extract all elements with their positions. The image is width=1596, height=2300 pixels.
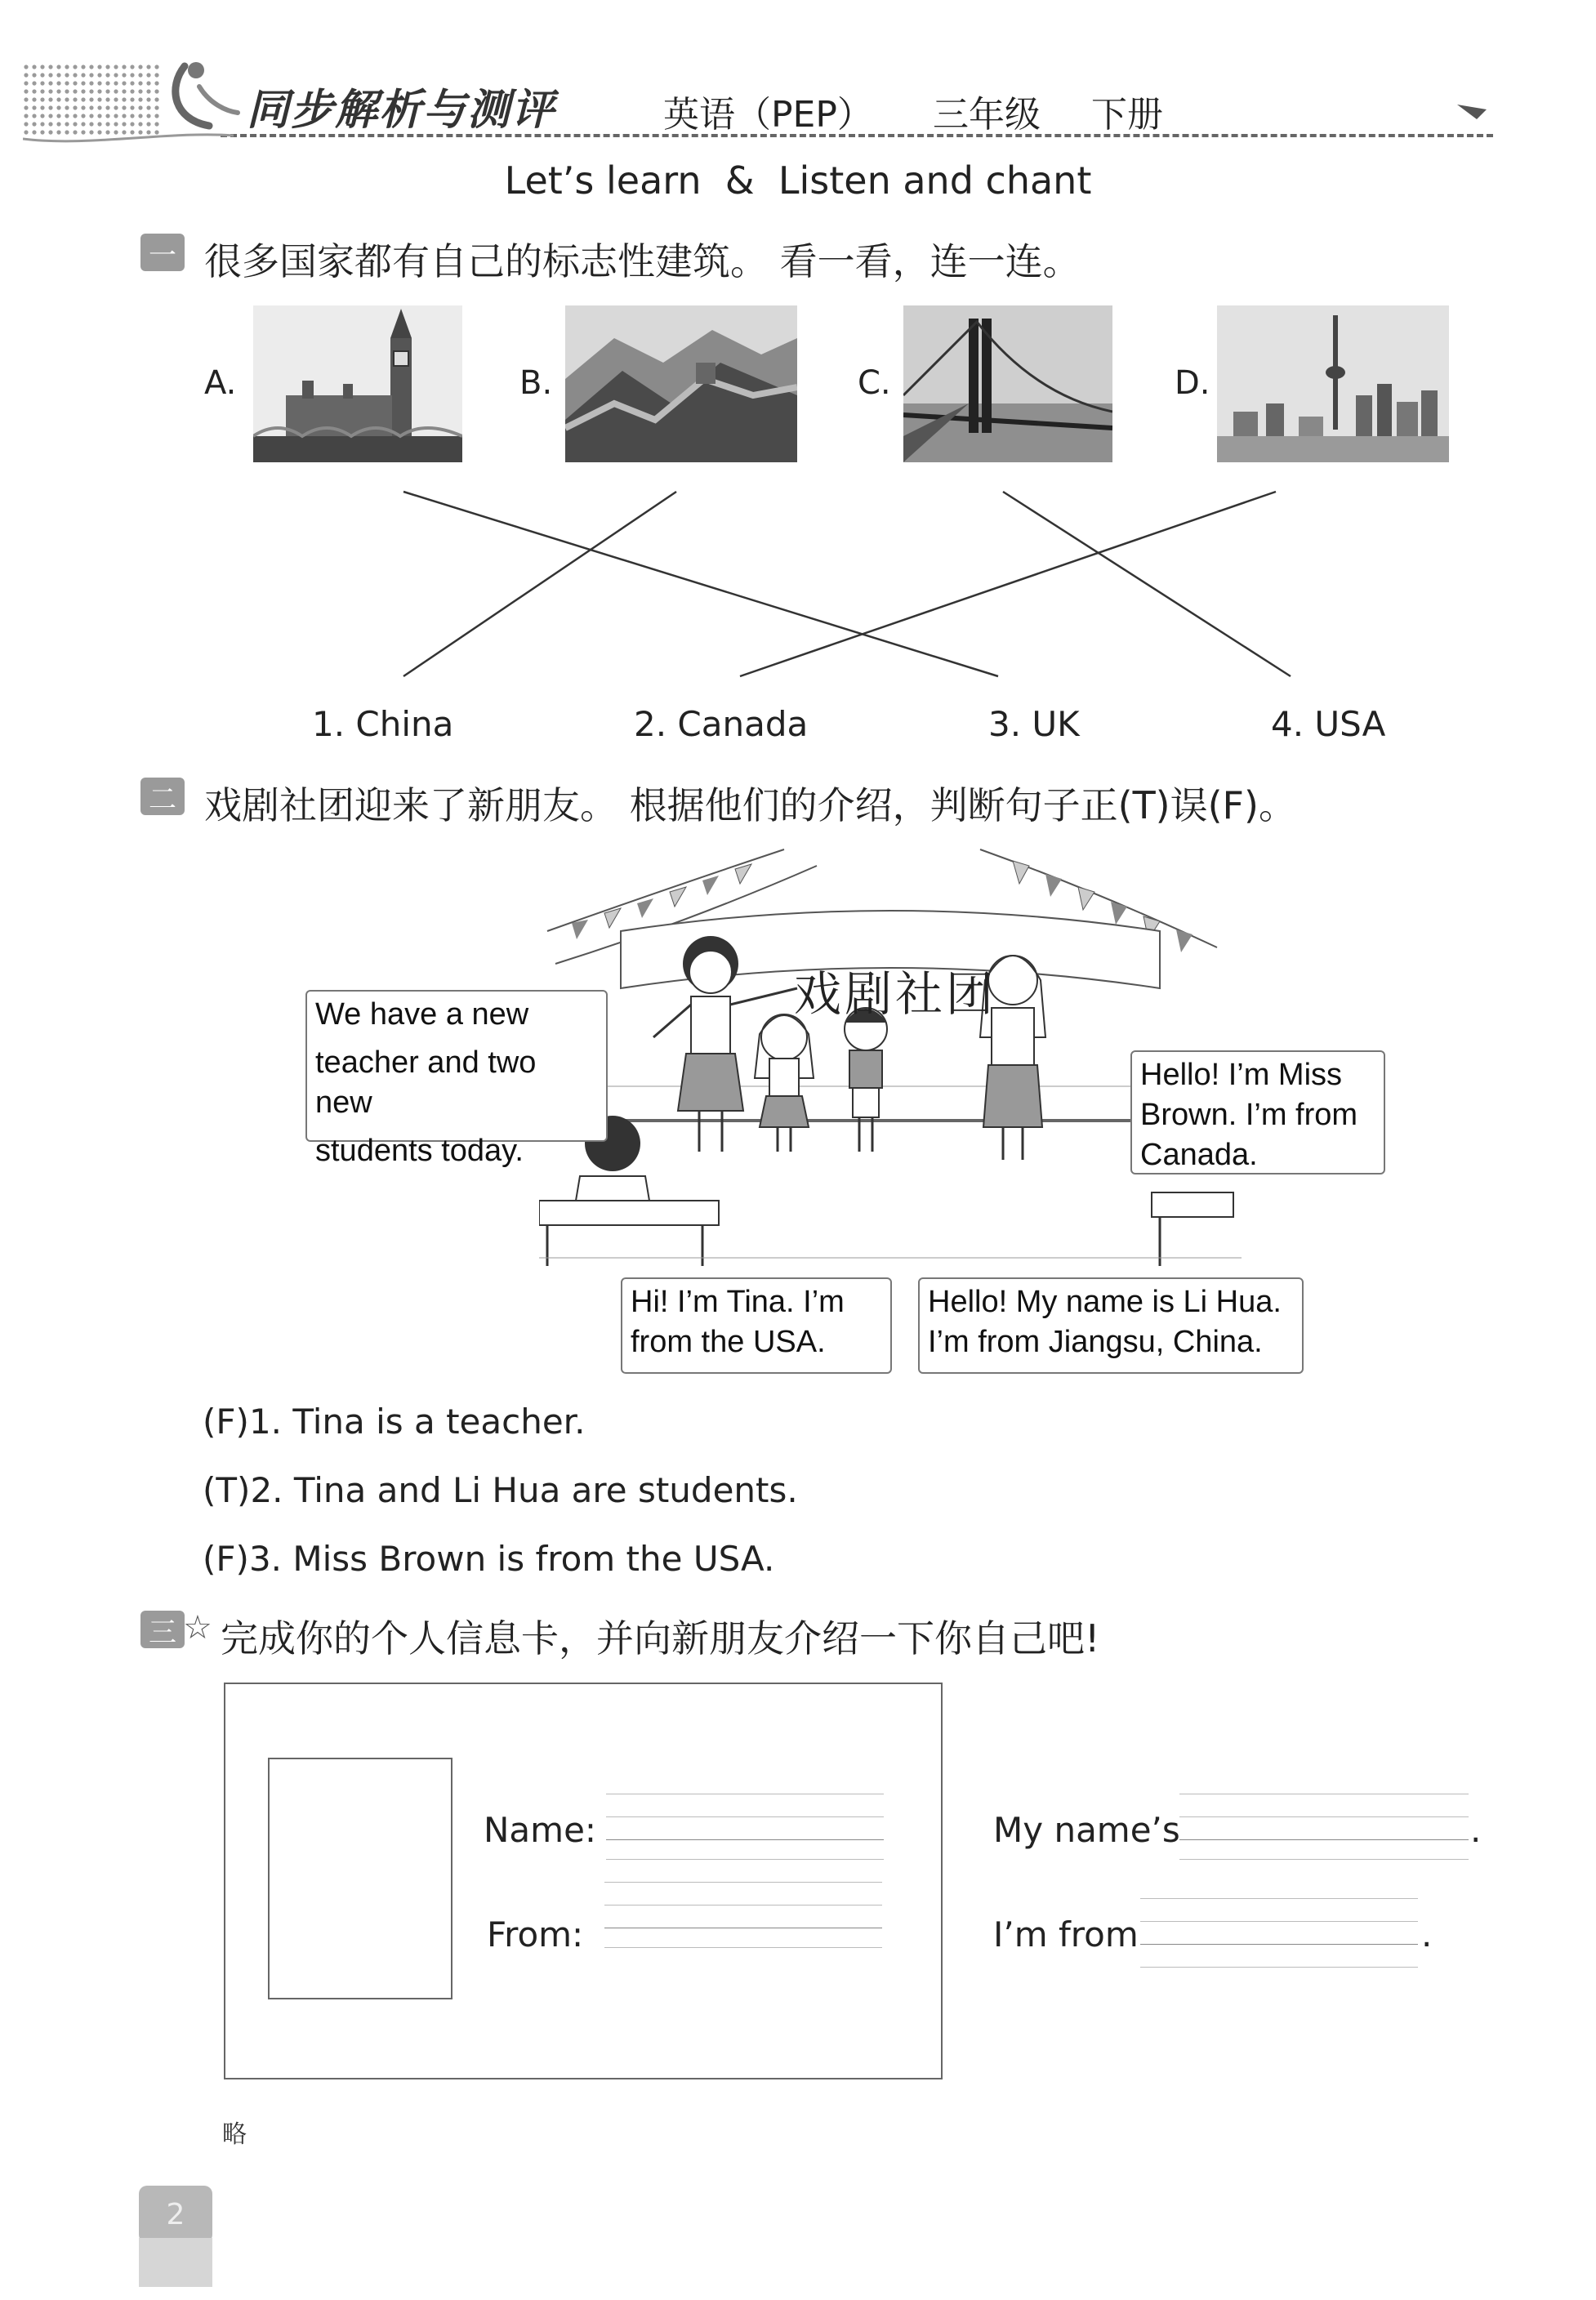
answer-note: 略: [222, 2120, 247, 2149]
statement-1: [203, 1402, 585, 1442]
statement-3-text: 3. Miss Brown is from the USA.: [248, 1539, 775, 1579]
bubble-li-hua-line-2: I’m from Jiangsu, China.: [928, 1325, 1263, 1359]
section1-number: 一: [140, 234, 185, 271]
match-line-b-china: [403, 492, 676, 676]
bubble-tina-line-1: Hi! I’m Tina. I’m: [631, 1285, 845, 1319]
card-from-field[interactable]: [604, 1882, 882, 1963]
section2-number: 二: [140, 778, 185, 815]
header-volume: 下册: [1091, 94, 1163, 136]
statement-3-answer: (F): [203, 1539, 249, 1579]
drama-club-banner-text: 戏剧社团: [794, 966, 997, 1022]
country-uk: 3. UK: [988, 704, 1080, 744]
statement-1-answer: (F): [203, 1402, 249, 1442]
photo-c-label: C.: [858, 364, 891, 402]
bubble-miss-brown-line-1: Hello! I’m Miss: [1140, 1058, 1343, 1092]
section2-instruction: 戏剧社团迎来了新朋友。 根据他们的介绍，判断句子正(T)误(F)。: [204, 783, 1296, 827]
statement-3: [203, 1539, 774, 1579]
match-line-d-canada: [740, 492, 1276, 676]
card-from-label: From:: [487, 1914, 584, 1955]
lesson-title: Let’s learn & Listen and chant: [504, 158, 1092, 203]
country-china: 1. China: [312, 704, 454, 744]
series-title: 同步解析与测评: [247, 86, 556, 135]
bubble-tina-line-2: from the USA.: [631, 1325, 826, 1359]
match-line-c-usa: [1003, 492, 1291, 676]
country-canada: 2. Canada: [634, 704, 809, 744]
bubble-miss-brown-line-3: Canada.: [1140, 1138, 1258, 1172]
section1-instruction: 很多国家都有自己的标志性建筑。 看一看，连一连。: [204, 239, 1081, 283]
statement-2-answer: (T): [203, 1470, 251, 1510]
card-name-field[interactable]: [606, 1794, 884, 1859]
bubble-li-hua-line-1: Hello! My name is Li Hua.: [928, 1285, 1282, 1319]
header-subject: 英语（PEP）: [663, 94, 873, 136]
section3-star-icon: ☆: [183, 1609, 212, 1647]
speech-bubble-miss-brown: [1130, 1050, 1385, 1175]
section3-number: 三: [140, 1611, 185, 1648]
bubble-teacher-line-3: students today.: [315, 1134, 524, 1168]
statement-2: [203, 1470, 798, 1510]
photo-box: [268, 1758, 452, 1999]
bubble-teacher-line-1: We have a new: [315, 997, 529, 1032]
sentence-from-period: .: [1421, 1914, 1433, 1955]
photo-d-label: D.: [1175, 364, 1210, 402]
photo-b-label: B.: [519, 364, 553, 402]
sentence-my-name-field[interactable]: [1179, 1794, 1469, 1859]
sentence-my-name-period: .: [1470, 1810, 1482, 1850]
photo-a-label: A.: [204, 364, 237, 402]
sentence-my-name-prefix: My name’s: [993, 1810, 1180, 1850]
bubble-miss-brown-line-2: Brown. I’m from: [1140, 1098, 1358, 1132]
match-line-a-uk: [403, 492, 998, 676]
country-usa: 4. USA: [1271, 704, 1386, 744]
statement-2-text: 2. Tina and Li Hua are students.: [250, 1470, 798, 1510]
matching-answer-lines: [0, 0, 1596, 735]
header-grade: 三年级: [933, 94, 1041, 136]
page-number-tab: [139, 2238, 212, 2287]
section3-instruction: 完成你的个人信息卡，并向新朋友介绍一下你自己吧!: [221, 1616, 1100, 1660]
sentence-from-prefix: I’m from: [993, 1914, 1139, 1955]
speech-bubble-tina: [621, 1277, 892, 1374]
page-number: 2: [139, 2186, 212, 2243]
speech-bubble-li-hua: [918, 1277, 1304, 1374]
bubble-teacher-line-2: teacher and two new: [315, 1045, 537, 1120]
card-name-label: Name:: [484, 1810, 597, 1850]
speech-bubble-teacher: [305, 990, 608, 1168]
sentence-from-field[interactable]: [1140, 1898, 1418, 1972]
statement-1-text: 1. Tina is a teacher.: [248, 1402, 586, 1442]
